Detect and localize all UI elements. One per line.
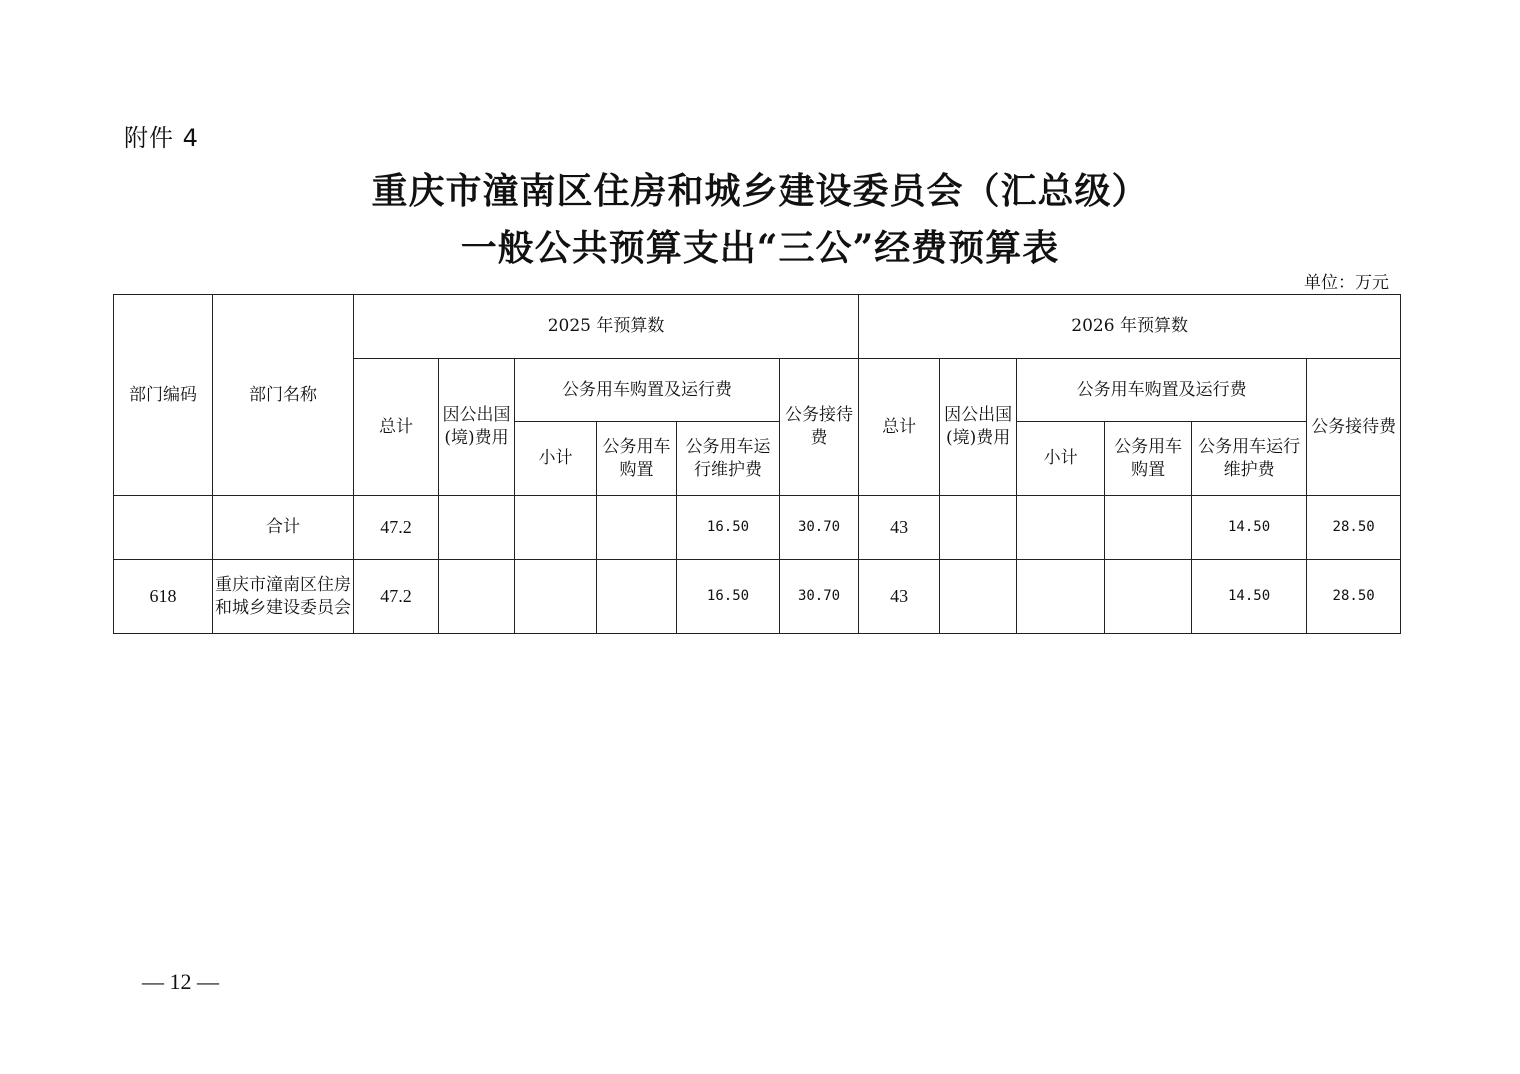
cell-2026-abroad [940, 560, 1017, 634]
cell-2026-reception: 28.50 [1307, 496, 1401, 560]
header-year-2026: 2026 年预算数 [859, 295, 1401, 359]
document-title-line2: 一般公共预算支出“三公”经费预算表 [460, 227, 1060, 269]
table-row-total [114, 496, 1401, 560]
header-2026-car-run: 公务用车运行维护费 [1192, 422, 1307, 496]
attachment-label: 附件 4 [124, 124, 199, 152]
table-row-dept [114, 560, 1401, 634]
cell-2026-subtotal [1017, 560, 1105, 634]
cell-name: 合计 [213, 496, 354, 560]
cell-2026-total: 43 [859, 560, 940, 634]
header-2026-subtotal: 小计 [1017, 422, 1105, 496]
header-2026-car-purchase: 公务用车购置 [1105, 422, 1192, 496]
header-2025-car-group: 公务用车购置及运行费 [515, 359, 780, 422]
cell-2025-subtotal [515, 496, 597, 560]
header-2025-car-run: 公务用车运行维护费 [677, 422, 780, 496]
cell-code: 618 [114, 560, 213, 634]
cell-2026-total: 43 [859, 496, 940, 560]
page-number: — 12 — [142, 969, 219, 994]
cell-2025-abroad [439, 560, 515, 634]
header-dept-code: 部门编码 [114, 295, 213, 496]
cell-2026-purchase [1105, 560, 1192, 634]
cell-2025-abroad [439, 496, 515, 560]
header-dept-name: 部门名称 [213, 295, 354, 496]
document-title-line1: 重庆市潼南区住房和城乡建设委员会（汇总级） [371, 170, 1149, 212]
header-row-years [114, 295, 1401, 359]
cell-2025-purchase [597, 560, 677, 634]
header-2025-abroad: 因公出国(境)费用 [439, 359, 515, 496]
cell-2025-purchase [597, 496, 677, 560]
cell-2025-run: 16.50 [677, 496, 780, 560]
budget-table [113, 294, 1401, 634]
header-2025-subtotal: 小计 [515, 422, 597, 496]
cell-code [114, 496, 213, 560]
cell-2026-subtotal [1017, 496, 1105, 560]
cell-2025-total: 47.2 [354, 560, 439, 634]
unit-label: 单位：万元 [1304, 273, 1389, 293]
cell-2026-purchase [1105, 496, 1192, 560]
header-year-2025: 2025 年预算数 [354, 295, 859, 359]
cell-2025-run: 16.50 [677, 560, 780, 634]
cell-2026-run: 14.50 [1192, 560, 1307, 634]
header-2026-reception: 公务接待费 [1307, 359, 1401, 496]
cell-2026-abroad [940, 496, 1017, 560]
cell-name: 重庆市潼南区住房和城乡建设委员会 [213, 560, 354, 634]
header-2026-abroad: 因公出国(境)费用 [940, 359, 1017, 496]
cell-2025-reception: 30.70 [780, 560, 859, 634]
cell-2025-total: 47.2 [354, 496, 439, 560]
header-2025-reception: 公务接待费 [780, 359, 859, 496]
header-2026-car-group: 公务用车购置及运行费 [1017, 359, 1307, 422]
cell-2026-run: 14.50 [1192, 496, 1307, 560]
cell-2026-reception: 28.50 [1307, 560, 1401, 634]
header-2025-total: 总计 [354, 359, 439, 496]
header-2026-total: 总计 [859, 359, 940, 496]
cell-2025-subtotal [515, 560, 597, 634]
header-2025-car-purchase: 公务用车购置 [597, 422, 677, 496]
cell-2025-reception: 30.70 [780, 496, 859, 560]
